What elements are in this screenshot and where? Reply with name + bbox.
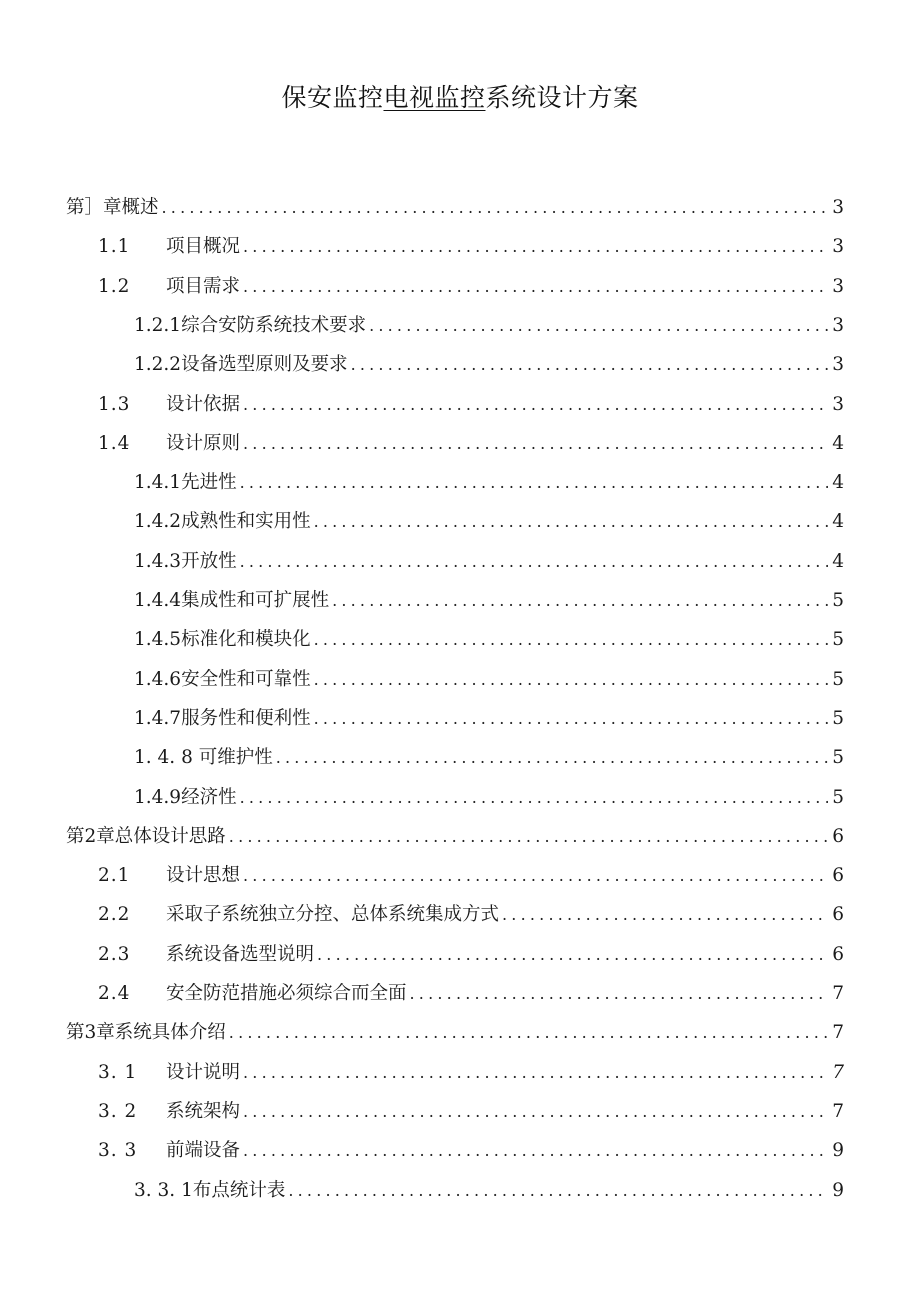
toc-entry-number: 2.1 [98,865,131,887]
toc-entry-page-number: 6 [832,943,844,965]
toc-dot-leader [243,229,828,265]
toc-entry-label: 1. 4. 8 可维护性 [134,747,273,769]
toc-entry-page-number: 5 [832,668,844,690]
toc-entry-label: 项目概况 [166,236,241,258]
toc-entry-label: 1.4.1先进性 [134,472,237,494]
toc-dot-leader [351,347,828,383]
toc-entry-number: 2.4 [98,983,131,1004]
toc-entry[interactable] [134,347,844,383]
toc-entry-page-number: 6 [832,904,844,926]
toc-entry-label: 1.4.6安全性和可靠性 [134,668,311,690]
title-part-3: 系统设计方案 [485,83,639,112]
toc-entry-page-number: 3 [832,197,844,218]
toc-dot-leader [243,1094,828,1130]
toc-entry[interactable] [98,1055,844,1091]
toc-dot-leader [243,269,828,305]
toc-entry-label: 项目需求 [166,275,241,297]
toc-entry-page-number: 5 [832,747,844,769]
toc-entry[interactable] [134,701,844,737]
toc-entry-number: 2.2 [98,904,131,926]
toc-entry[interactable] [98,858,844,894]
toc-entry[interactable] [98,976,844,1012]
toc-dot-leader [229,819,828,855]
toc-entry-page-number: 5 [832,629,844,651]
toc-dot-leader [314,662,828,698]
toc-dot-leader [314,504,828,540]
toc-entry-label: 设计原则 [166,432,241,454]
toc-entry-label: 1.4.3开放性 [134,550,237,572]
toc-dot-leader [243,1133,828,1169]
toc-entry[interactable] [98,1094,844,1130]
toc-entry-label: 1.4.4集成性和可扩展性 [134,590,330,611]
toc-entry[interactable] [134,544,844,580]
toc-dot-leader [502,897,828,933]
toc-entry-label: 1.2.1综合安防系统技术要求 [134,314,367,336]
toc-entry-page-number: 3 [832,393,844,415]
toc-dot-leader [243,426,828,462]
toc-entry[interactable] [98,1133,844,1169]
toc-entry-page-number: 7 [832,983,844,1004]
toc-entry-label: 第3章系统具体介绍 [66,1022,226,1044]
toc-dot-leader [369,308,828,344]
toc-entry-page-number: 3 [832,314,844,336]
toc-entry-label: 安全防范措施必须综合而全面 [166,983,407,1004]
toc-entry-page-number: 5 [832,707,844,729]
toc-entry[interactable] [134,780,844,816]
toc-entry-number: 3. 1 [98,1061,138,1083]
toc-entry-page-number: 6 [832,865,844,887]
toc-entry-label: 系统设备选型说明 [166,943,315,965]
toc-entry-page-number: 4 [832,511,844,533]
document-title [0,78,920,114]
toc-entry-number: 1.1 [98,236,131,258]
title-part-1: 保安监控 [281,83,384,112]
toc-entry[interactable] [98,897,844,933]
toc-entry-label: 1.2.2设备选型原则及要求 [134,354,348,376]
toc-entry-page-number: 3 [832,275,844,297]
toc-dot-leader [288,1173,828,1209]
toc-dot-leader [243,387,828,423]
toc-entry-label: 1.4.9经济性 [134,786,237,808]
toc-entry-number: 1.4 [98,432,131,454]
toc-entry[interactable] [98,229,844,265]
toc-entry[interactable] [134,1173,844,1209]
toc-entry-page-number: 3 [832,236,844,258]
toc-entry-label: 设计思想 [166,865,241,887]
toc-entry-number: 1.2 [98,275,131,297]
title-part-2: 电视监控 [383,83,486,112]
toc-entry[interactable] [98,937,844,973]
toc-entry-page-number: 4 [832,550,844,572]
toc-entry[interactable] [98,426,844,462]
toc-entry-label: 设计说明 [166,1061,241,1083]
toc-entry-page-number: 6 [832,825,844,847]
toc-entry-page-number: 9 [832,1179,844,1201]
toc-entry-page-number: 4 [832,472,844,494]
toc-entry[interactable] [134,465,844,501]
toc-dot-leader [410,976,828,1012]
toc-dot-leader [243,858,828,894]
toc-entry-label: 1.4.2成熟性和实用性 [134,511,311,533]
toc-entry-label: 第］章概述 [66,197,159,218]
toc-entry[interactable] [66,190,844,226]
toc-entry-page-number: 7 [832,1061,844,1083]
toc-entry-label: 设计依据 [166,393,241,415]
toc-entry-page-number: 9 [832,1140,844,1162]
toc-entry-page-number: 3 [832,354,844,376]
toc-dot-leader [332,583,828,619]
toc-entry[interactable] [134,662,844,698]
toc-entry[interactable] [98,269,844,305]
toc-dot-leader [314,622,828,658]
toc-entry[interactable] [134,504,844,540]
toc-entry-number: 1.3 [98,393,131,415]
toc-entry-number: 3. 3 [98,1140,138,1162]
toc-entry-label: 系统架构 [166,1100,241,1122]
toc-entry-page-number: 4 [832,432,844,454]
toc-entry-page-number: 5 [832,786,844,808]
toc-dot-leader [240,465,828,501]
toc-dot-leader [162,190,828,226]
toc-entry[interactable] [134,583,844,619]
toc-entry[interactable] [134,308,844,344]
toc-entry[interactable] [98,387,844,423]
toc-entry-number: 3. 2 [98,1100,138,1122]
toc-dot-leader [243,1055,828,1091]
toc-entry[interactable] [66,1015,844,1051]
toc-dot-leader [240,544,828,580]
toc-entry[interactable] [134,740,844,776]
toc-entry-label: 第2章总体设计思路 [66,825,226,847]
toc-dot-leader [314,701,828,737]
toc-entry[interactable] [134,622,844,658]
toc-entry-label: 3. 3. 1布点统计表 [134,1179,286,1201]
toc-entry-page-number: 7 [832,1100,844,1122]
toc-dot-leader [317,937,828,973]
toc-entry-label: 1.4.5标准化和模块化 [134,629,311,651]
toc-entry[interactable] [66,819,844,855]
toc-dot-leader [229,1015,828,1051]
toc-entry-label: 前端设备 [166,1140,241,1162]
toc-entry-label: 1.4.7服务性和便利性 [134,707,311,729]
toc-entry-page-number: 5 [832,590,844,611]
toc-dot-leader [276,740,828,776]
toc-entry-number: 2.3 [98,943,131,965]
toc-entry-page-number: 7 [832,1022,844,1044]
toc-dot-leader [240,780,828,816]
toc-entry-label: 采取子系统独立分控、总体系统集成方式 [166,904,500,926]
